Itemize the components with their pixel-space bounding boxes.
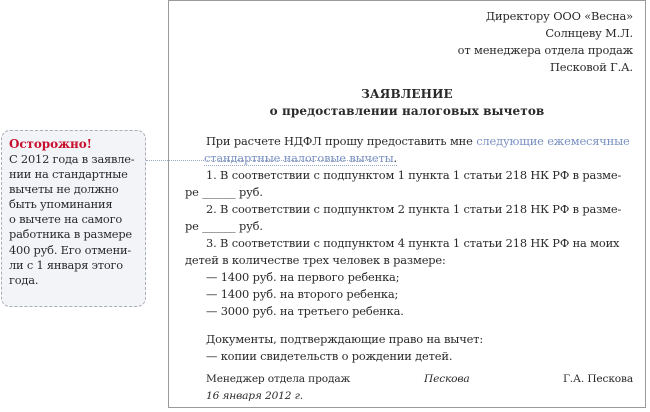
addressee-line: Солнцеву М.Л. [545,26,633,40]
signature-sign: Пескова [424,373,470,385]
callout-line: о вычете на самого [9,212,123,227]
item-2-line-2: ре ______ руб. [185,219,263,233]
item-3-line-2: детей в количестве трех человек в размере: [185,253,446,267]
intro-line-1 [206,134,630,148]
documents-item: — копии свидетельств о рождении детей. [206,349,453,363]
callout-line: нии на стандартные [9,167,128,182]
intro-highlight: следующие ежемесячные [476,134,630,148]
callout-connector-line [146,160,376,161]
item-2-line-1: 2. В соответствии с подпунктом 2 пункта 1 статьи 218 НК РФ в разме- [206,202,622,216]
document-subtitle: о предоставлении налоговых вычетов [269,104,545,118]
callout-line: работника в размере [9,227,132,242]
addressee-line: от менеджера отдела продаж [457,43,633,57]
addressee-line: Директору ООО «Весна» [485,9,633,23]
child-deduction-item: — 1400 руб. на второго ребенка; [206,287,399,301]
child-deduction-item: — 1400 руб. на первого ребенка; [206,270,400,284]
application-document [168,0,646,408]
callout-line: С 2012 года в заявле- [9,152,135,166]
signature-date: 16 января 2012 г. [206,390,303,402]
intro-highlight-text: стандартные налоговые вычеты [204,151,394,165]
warning-callout [1,130,146,307]
signature-position: Менеджер отдела продаж [206,373,351,385]
callout-line: быть упоминания [9,197,113,212]
child-deduction-item: — 3000 руб. на третьего ребенка. [206,304,404,318]
intro-line-2 [204,151,397,165]
signature-name: Г.А. Пескова [562,373,633,385]
documents-heading: Документы, подтверждающие право на вычет: [206,332,484,346]
callout-line: 400 руб. Его отмени- [9,242,132,257]
callout-line: ли с 1 января этого [9,257,123,272]
document-title: ЗАЯВЛЕНИЕ [361,87,453,101]
item-3-line-1: 3. В соответствии с подпунктом 4 пункта 1 статьи 218 НК РФ на моих [206,236,620,250]
intro-end: . [393,151,398,165]
callout-title: Осторожно! [9,137,92,151]
item-1-line-1: 1. В соответствии с подпунктом 1 пункта 1 статьи 218 НК РФ в разме- [206,168,622,182]
callout-line: вычеты не должно [9,182,119,197]
callout-line: года. [9,272,39,287]
addressee-line: Песковой Г.А. [550,60,633,74]
intro-highlight-underlined [204,151,397,166]
item-1-line-2: ре ______ руб. [185,185,263,199]
intro-text: При расчете НДФЛ прошу предоставить мне [206,134,477,148]
